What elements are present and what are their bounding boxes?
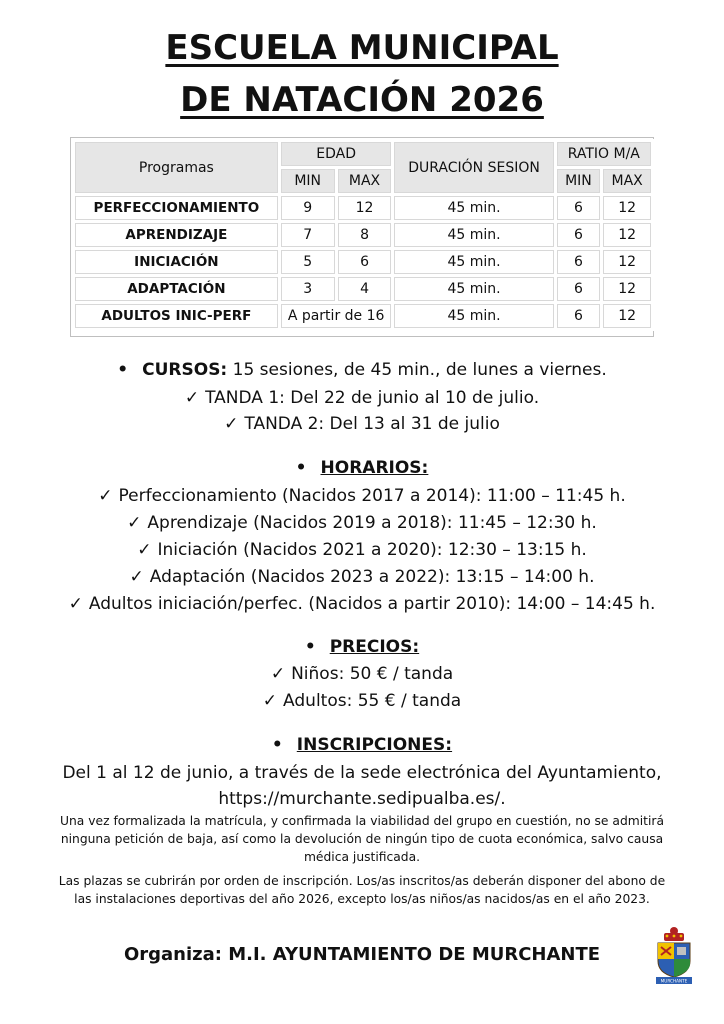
header-ratio-max: MAX bbox=[603, 169, 651, 193]
ratio-max: 12 bbox=[603, 196, 651, 220]
ratio-max: 12 bbox=[603, 304, 651, 328]
header-ratio: RATIO M/A bbox=[557, 142, 651, 166]
inscripciones-line-1: Del 1 al 12 de junio, a través de la sede electrónica del Ayuntamiento, bbox=[62, 763, 662, 783]
age-min: 9 bbox=[281, 196, 335, 220]
organizer-footer: Organiza: M.I. AYUNTAMIENTO DE MURCHANTE bbox=[123, 944, 601, 965]
horario-item: ✓ Iniciación (Nacidos 2021 a 2020): 12:30 – 13:15 h. bbox=[0, 537, 724, 563]
precio-item: ✓ Niños: 50 € / tanda bbox=[0, 661, 724, 687]
age-min: 5 bbox=[281, 250, 335, 274]
age-max: 6 bbox=[338, 250, 392, 274]
horarios-heading bbox=[0, 455, 724, 481]
ratio-min: 6 bbox=[557, 277, 601, 301]
header-edad-min: MIN bbox=[281, 169, 335, 193]
ratio-min: 6 bbox=[557, 304, 601, 328]
header-duracion: DURACIÓN SESION bbox=[394, 142, 553, 193]
ratio-max: 12 bbox=[603, 223, 651, 247]
age-max: 4 bbox=[338, 277, 392, 301]
duration: 45 min. bbox=[394, 304, 553, 328]
duration: 45 min. bbox=[394, 223, 553, 247]
horario-item: ✓ Perfeccionamiento (Nacidos 2017 a 2014): 11:00 – 11:45 h. bbox=[0, 483, 724, 509]
bullet-icon bbox=[305, 637, 330, 657]
bullet-icon bbox=[272, 735, 297, 755]
municipal-crest-icon bbox=[652, 925, 696, 985]
duration: 45 min. bbox=[394, 250, 553, 274]
inscripciones-url: https://murchante.sedipualba.es/. bbox=[218, 789, 506, 809]
ratio-min: 6 bbox=[557, 250, 601, 274]
precios-label: PRECIOS: bbox=[329, 637, 420, 657]
precio-item: ✓ Adultos: 55 € / tanda bbox=[0, 688, 724, 714]
note-1-line-2: ninguna petición de baja, así como la devolución de ningún tipo de cuota económica, salvo causa bbox=[60, 832, 664, 846]
age-max: 12 bbox=[338, 196, 392, 220]
cursos-label: CURSOS: bbox=[142, 360, 228, 380]
header-edad-max: MAX bbox=[338, 169, 392, 193]
ratio-max: 12 bbox=[603, 250, 651, 274]
tanda-1: ✓ TANDA 1: Del 22 de junio al 10 de julio. bbox=[0, 385, 724, 411]
note-1-line-1: Una vez formalizada la matrícula, y confirmada la viabilidad del grupo en cuestión, no se admitirá bbox=[60, 814, 664, 828]
age-max: 8 bbox=[338, 223, 392, 247]
program-name: ADAPTACIÓN bbox=[75, 277, 278, 301]
cursos-text: 15 sesiones, de 45 min., de lunes a viernes. bbox=[227, 360, 607, 380]
header-programas: Programas bbox=[75, 142, 278, 193]
inscripciones-label: INSCRIPCIONES: bbox=[296, 735, 453, 755]
header-edad: EDAD bbox=[281, 142, 392, 166]
table-row bbox=[75, 196, 651, 220]
cursos-line bbox=[0, 357, 724, 383]
bullet-icon bbox=[117, 360, 142, 380]
note-2-line-2: las instalaciones deportivas del año 2026, excepto los/as niños/as nacidos/as en el año 2023. bbox=[74, 892, 650, 906]
bullet-icon bbox=[296, 458, 321, 478]
precios-heading bbox=[0, 634, 724, 660]
table-row bbox=[75, 277, 651, 301]
tanda-2: ✓ TANDA 2: Del 13 al 31 de julio bbox=[0, 411, 724, 437]
program-name: APRENDIZAJE bbox=[75, 223, 278, 247]
program-name: INICIACIÓN bbox=[75, 250, 278, 274]
ratio-max: 12 bbox=[603, 277, 651, 301]
program-name: ADULTOS INIC-PERF bbox=[75, 304, 278, 328]
title-line-1: ESCUELA MUNICIPAL bbox=[165, 28, 559, 68]
table-row bbox=[75, 223, 651, 247]
age-range: A partir de 16 bbox=[281, 304, 392, 328]
header-ratio-min: MIN bbox=[557, 169, 601, 193]
horario-item: ✓ Adultos iniciación/perfec. (Nacidos a partir 2010): 14:00 – 14:45 h. bbox=[0, 591, 724, 617]
horarios-label: HORARIOS: bbox=[320, 458, 429, 478]
table-row bbox=[75, 304, 651, 328]
crest-text: MURCHANTE bbox=[660, 978, 688, 984]
table-row bbox=[75, 250, 651, 274]
age-min: 3 bbox=[281, 277, 335, 301]
duration: 45 min. bbox=[394, 196, 553, 220]
ratio-min: 6 bbox=[557, 223, 601, 247]
age-min: 7 bbox=[281, 223, 335, 247]
duration: 45 min. bbox=[394, 277, 553, 301]
program-name: PERFECCIONAMIENTO bbox=[75, 196, 278, 220]
inscripciones-heading bbox=[0, 732, 724, 758]
ratio-min: 6 bbox=[557, 196, 601, 220]
horario-item: ✓ Adaptación (Nacidos 2023 a 2022): 13:15 – 14:00 h. bbox=[0, 564, 724, 590]
note-2-line-1: Las plazas se cubrirán por orden de inscripción. Los/as inscritos/as deberán disponer del abono de bbox=[58, 874, 666, 888]
programs-table bbox=[72, 139, 654, 331]
note-1-line-3: médica justificada. bbox=[303, 850, 421, 864]
title-line-2: DE NATACIÓN 2026 bbox=[180, 80, 544, 120]
horario-item: ✓ Aprendizaje (Nacidos 2019 a 2018): 11:45 – 12:30 h. bbox=[0, 510, 724, 536]
